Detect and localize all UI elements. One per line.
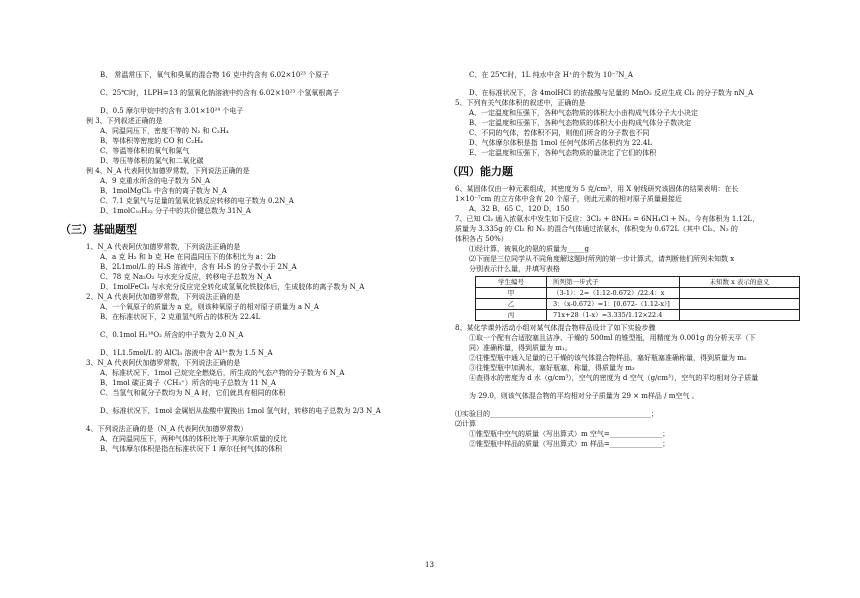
question-stem: 例 3、下列叙述正确的是: [86, 117, 163, 125]
answer-table: [475, 276, 800, 321]
table-cell: 甲: [476, 288, 547, 299]
table-header-cell: 未知数 x 表示的意义: [679, 277, 799, 288]
option-line: ②往锥型瓶中通入足量的已干燥的该气体混合物样品，塞好瓶塞准确称量，得到质量为 m₂: [469, 354, 747, 362]
option-line: B、等体积等密度的 CO 和 C₂H₄: [100, 137, 203, 145]
table-cell: [679, 310, 799, 321]
table-row: [476, 310, 800, 321]
option-line: A、32 B、65 C、120 D、150: [469, 205, 570, 213]
table-cell: 71x+28（1-x）=3.335/1.12×22.4: [547, 310, 680, 321]
question-stem: 7、已知 Cl₂ 通入浓氨水中发生如下反应：3Cl₂ + 8NH₃ = 6NH₄Cl + N₂。今有体积为 1.12L，: [455, 215, 760, 223]
option-line: A、在同温同压下，两种气体的体积比等于其摩尔质量的反比: [100, 435, 288, 443]
option-line: ③往锥型瓶中加满水，塞好瓶塞，称量，得质量为 m₃: [469, 364, 635, 372]
table-cell: [679, 299, 799, 310]
question-stem: ⑴实验目的______________________________________________；: [455, 410, 658, 418]
option-line: B、1mol 碳正离子（CH₃⁺）所含的电子总数为 11 N_A: [100, 379, 276, 387]
option-line: D、0.5 摩尔甲烷中约含有 3.01×10²⁴ 个电子: [100, 107, 244, 115]
option-line: C、7.1 克氯气与足量的氢氧化钠反应转移的电子数为 0.2N_A: [100, 197, 294, 205]
option-line: ⑴经计算，被氧化的氨的质量为_____g: [469, 245, 589, 253]
question-stem: 5、下列有关气体体积的叙述中，正确的是: [455, 99, 586, 107]
option-line: ④查得水的密度为 d 水（g/cm³），空气的密度为 d 空气（g/cm³），空气的平均相对分子质量: [469, 374, 759, 382]
question-stem: 6、某固体仅由一种元素组成，其密度为 5 克/cm³，用 X 射线研究该固体的结果表明：在长: [455, 185, 739, 193]
option-line: D、气体摩尔体积是指 1mol 任何气体所占体积约为 22.4L: [469, 139, 653, 147]
question-stem: 例 4、N_A 代表阿伏加德罗常数，下列说法正确的是: [86, 167, 250, 175]
question-stem: 1×10⁻⁷cm 的立方体中含有 20 个原子，则此元素的相对原子质量最接近: [455, 195, 682, 203]
page-number: 13: [425, 561, 434, 569]
option-line: ②锥型瓶中样品的质量（写出算式）m 样品=_______________；: [469, 440, 670, 448]
option-line: C、不同的气体，若体积不同，则他们所含的分子数也不同: [469, 129, 650, 137]
right-column: [447, 70, 800, 449]
option-line: E、一定温度和压强下，各种气态物质的量决定了它们的体积: [469, 149, 657, 157]
option-line: A、a 克 H₂ 和 b 克 He 在同温同压下的体积比为 a：2b: [100, 253, 276, 261]
option-line: A、标准状况下，1mol 己烷完全燃烧后，所生成的气态产物的分子数为 6 N_A: [100, 369, 345, 377]
option-line: B、1molMgCl₂ 中含有的离子数为 N_A: [100, 187, 227, 195]
option-line: D、1molFeCl₃ 与水充分反应完全转化成氢氧化铁胶体后，生成胶体的离子数为 N_A: [100, 283, 365, 291]
question-stem: 质量为 3.335g 的 Cl₂ 和 N₂ 的混合气体通过浓氨水，体积变为 0.672L（其中 Cl₂、N₂ 的: [455, 225, 738, 233]
option-line: C、78 克 Na₂O₂ 与水充分反应，转移电子总数为 N_A: [100, 273, 272, 281]
section-heading: （四）能力题: [447, 165, 513, 178]
option-line: C、0.1mol H₂¹⁸O₂ 所含的中子数为 2.0 N_A: [100, 331, 244, 339]
option-line: A、一个氧原子的质量为 a 克，则该种氧原子的相对原子质量为 a N_A: [100, 303, 319, 311]
option-line: B、在标准状况下，2 克重氢气所占的体积为 22.4L: [100, 313, 261, 321]
option-line: B、气体摩尔体积是指在标准状况下 1 摩尔任何气体的体积: [100, 445, 283, 453]
table-header-cell: 所列第一步式子: [547, 277, 680, 288]
table-header-cell: 学生编号: [476, 277, 547, 288]
option-line: ①取一个配有合适胶塞且洁净、干燥的 500ml 的锥型瓶，用精度为 0.001g 的分析天平（下: [469, 334, 756, 342]
option-line: D、等压等体积的氮气和二氧化碳: [100, 157, 204, 165]
option-line: A、同温同压下，密度不等的 N₂ 和 C₂H₄: [100, 127, 229, 135]
option-line: D、1L1.5mol/L 的 AlCl₃ 溶液中含 Al³⁺数为 1.5 N_A: [100, 349, 273, 357]
table-header-row: [476, 277, 800, 288]
table-cell: （3-1）：2=（1.12-0.672）/22.4：x: [547, 288, 680, 299]
option-line: B、一定温度和压强下，各种气态物质的体积大小由构成气体分子数决定: [469, 119, 692, 127]
question-stem: 8、某化学课外活动小组对某气体混合物样品设计了如下实验步骤: [455, 324, 656, 332]
option-line: C、在 25℃时，1L 纯水中含 H⁺的个数为 10⁻⁷N_A: [469, 71, 633, 79]
table-cell: 丙: [476, 310, 547, 321]
option-line: C、当氢气和氦分子数均为 N_A 时，它们就具有相同的体积: [100, 389, 286, 397]
option-line: 分别表示什么量，并填写表格: [469, 265, 560, 273]
question-stem: 1、N_A 代表阿伏加德罗常数，下列说法正确的是: [86, 243, 241, 251]
option-line: 同）准确称量，得到质量为 m₁。: [469, 344, 572, 352]
option-line: D、1molC₁₀H₂₂ 分子中的共价键总数为 31N_A: [100, 207, 251, 215]
left-column: [60, 70, 436, 454]
question-stem: 4、下列说法正确的是（N_A 代表阿伏加德罗常数）: [86, 425, 248, 433]
section-heading: （三）基础题型: [60, 223, 137, 236]
option-line: A、9 克重水所含的电子数为 5N_A: [100, 177, 211, 185]
table-row: [476, 288, 800, 299]
option-line: D、标准状况下，1mol 金属铝从盐酸中置换出 1mol 氢气时，转移的电子总数为 2/3 N_A: [100, 407, 381, 415]
table-cell: 3：（x-0.672）=1：[0.672-（1.12-x）]: [547, 299, 680, 310]
table-cell: 乙: [476, 299, 547, 310]
question-stem: ⑵计算: [455, 420, 476, 428]
option-line: 为 29.0，则该气体混合物的平均相对分子质量为 29 × m样品 / m空气 。: [469, 392, 699, 400]
option-line: B、 常温常压下，氧气和臭氧的混合物 16 克中约含有 6.02×10²³ 个原子: [100, 71, 330, 79]
option-line: A、一定温度和压强下，各种气态物质的体积大小由构成气体分子大小决定: [469, 109, 699, 117]
question-stem: 2、N_A 代表阿伏加德罗常数，下列说法正确的是: [86, 293, 241, 301]
question-stem: 体积各占 50%）: [455, 235, 508, 243]
option-line: ①锥型瓶中空气的质量（写出算式）m 空气=_______________；: [469, 430, 670, 438]
option-line: D、在标准状况下，含 4molHCl 的浓盐酸与足量的 MnO₂ 反应生成 Cl₂ 的分子数为 nN_A: [469, 89, 754, 97]
table-cell: [679, 288, 799, 299]
option-line: C、25℃时，1LPH=13 的氢氧化钠溶液中约含有 6.02×10²³ 个氢氧根离子: [100, 89, 340, 97]
question-stem: 3、N_A 代表阿伏加德罗常数，下列说法正确的是: [86, 359, 241, 367]
option-line: C、等温等体积的氧气和氮气: [100, 147, 190, 155]
table-row: [476, 299, 800, 310]
option-line: ⑵下面是三位同学从不同角度解这题时所列的第一步计算式，请判断他们所列未知数 x: [469, 255, 735, 263]
option-line: B、2L1mol/L 的 H₂S 溶液中，含有 H₂S 的分子数小于 2N_A: [100, 263, 297, 271]
